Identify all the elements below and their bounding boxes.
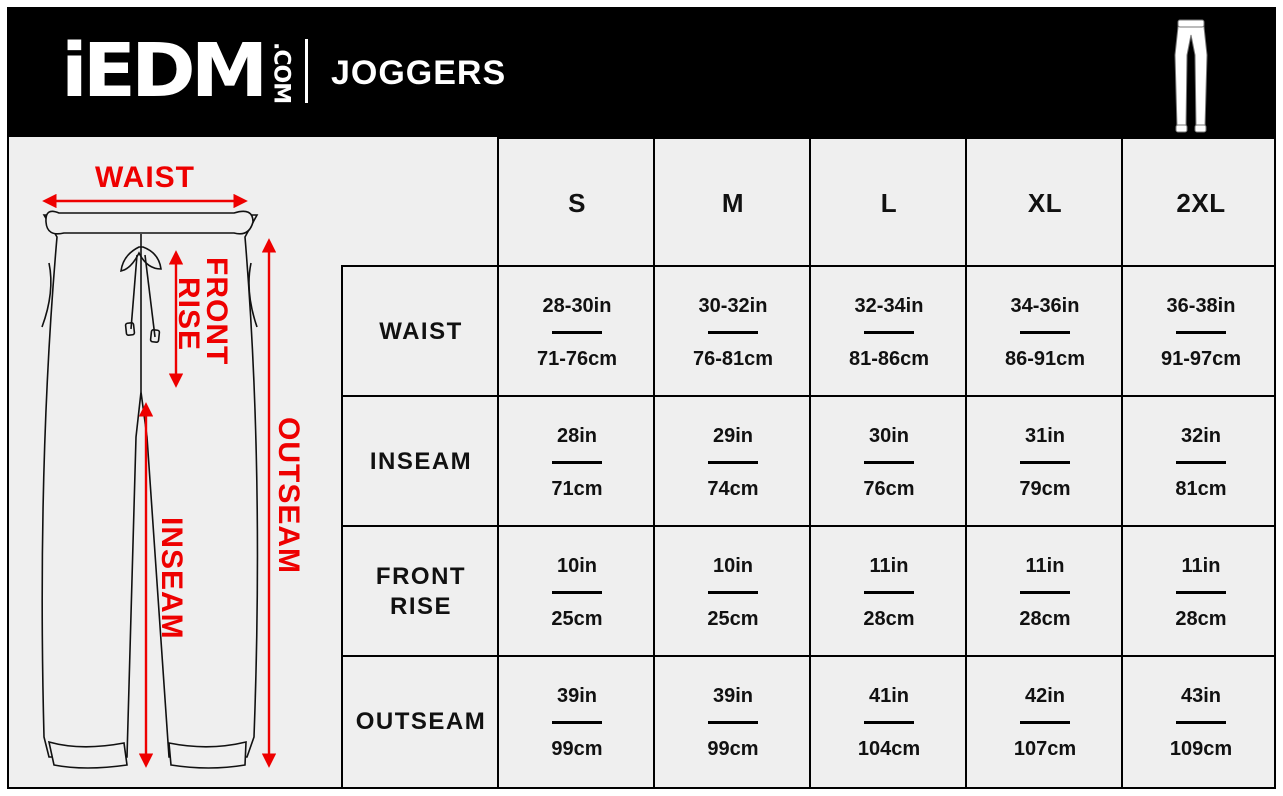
inch-value: 31in — [1024, 424, 1066, 447]
measurement-label-cell — [341, 655, 499, 787]
cm-value: 76cm — [863, 477, 915, 500]
unit-separator — [708, 721, 758, 724]
unit-separator — [1020, 461, 1070, 464]
cm-value: 79cm — [1019, 477, 1071, 500]
header-bar — [9, 9, 1274, 137]
measurement-label: WAIST — [379, 318, 463, 345]
inch-value: 39in — [712, 684, 754, 707]
cm-value: 107cm — [1013, 737, 1077, 760]
size-header-label: 2XL — [1176, 187, 1226, 218]
rise-label: RISE — [172, 277, 205, 352]
size-header-label: L — [880, 187, 898, 218]
inch-value: 28-30in — [542, 294, 612, 317]
cm-value: 104cm — [857, 737, 921, 760]
size-header-label: M — [721, 187, 745, 218]
iedm-logo — [61, 28, 294, 115]
unit-separator — [1176, 331, 1226, 334]
inseam-label: INSEAM — [155, 517, 188, 640]
unit-separator — [864, 721, 914, 724]
cm-value: 86-91cm — [1004, 347, 1086, 370]
inch-value: 28in — [556, 424, 598, 447]
measurement-cell — [497, 525, 655, 657]
unit-separator — [864, 331, 914, 334]
size-header — [497, 137, 655, 267]
unit-separator — [864, 461, 914, 464]
unit-separator — [552, 461, 602, 464]
cm-value: 28cm — [1175, 607, 1227, 630]
cm-value: 28cm — [1019, 607, 1071, 630]
joggers-outline-icon — [1169, 15, 1213, 135]
inch-value: 11in — [1181, 554, 1221, 577]
measurement-cell — [965, 395, 1123, 527]
measurement-label-cell — [341, 265, 499, 397]
measurement-label: FRONT — [375, 563, 467, 590]
cm-value: 91-97cm — [1160, 347, 1242, 370]
cm-value: 28cm — [863, 607, 915, 630]
measurement-cell — [653, 655, 811, 787]
pants-diagram — [9, 137, 339, 789]
measurement-cell — [965, 525, 1123, 657]
inch-value: 30-32in — [698, 294, 768, 317]
inch-value: 42in — [1024, 684, 1066, 707]
unit-separator — [1020, 591, 1070, 594]
cm-value: 71-76cm — [536, 347, 618, 370]
measurement-cell — [497, 395, 655, 527]
cm-value: 74cm — [707, 477, 759, 500]
unit-separator — [1176, 461, 1226, 464]
size-chart — [7, 7, 1276, 789]
measurement-label: INSEAM — [369, 448, 473, 475]
size-header — [809, 137, 967, 267]
logo-dot-com: .COM — [268, 42, 294, 104]
header-divider — [305, 39, 308, 103]
cm-value: 99cm — [551, 737, 603, 760]
unit-separator — [1020, 331, 1070, 334]
inch-value: 11in — [1025, 554, 1065, 577]
inch-value: 29in — [712, 424, 754, 447]
cm-value: 25cm — [551, 607, 603, 630]
measurement-cell — [653, 265, 811, 397]
inch-value: 36-38in — [1166, 294, 1236, 317]
cm-value: 81-86cm — [848, 347, 930, 370]
measurement-cell — [809, 525, 967, 657]
waist-label: WAIST — [95, 161, 195, 194]
measurement-cell — [497, 265, 655, 397]
cm-value: 99cm — [707, 737, 759, 760]
inch-value: 32-34in — [854, 294, 924, 317]
measurement-cell — [1121, 265, 1276, 397]
cm-value: 71cm — [551, 477, 603, 500]
cm-value: 81cm — [1175, 477, 1227, 500]
cm-value: 25cm — [707, 607, 759, 630]
unit-separator — [708, 461, 758, 464]
unit-separator — [552, 591, 602, 594]
measurement-cell — [809, 265, 967, 397]
inch-value: 34-36in — [1010, 294, 1080, 317]
unit-separator — [708, 331, 758, 334]
inch-value: 32in — [1180, 424, 1222, 447]
size-header-label: XL — [1027, 187, 1063, 218]
product-title: JOGGERS — [331, 54, 507, 92]
outseam-label: OUTSEAM — [272, 417, 305, 574]
unit-separator — [708, 591, 758, 594]
measurement-cell — [653, 395, 811, 527]
unit-separator — [552, 721, 602, 724]
size-header — [965, 137, 1123, 267]
measurement-label: OUTSEAM — [355, 708, 487, 735]
front-label: FRONT — [200, 257, 233, 366]
measurement-cell — [1121, 525, 1276, 657]
inch-value: 10in — [712, 554, 754, 577]
unit-separator — [1176, 591, 1226, 594]
measurement-cell — [653, 525, 811, 657]
logo-wordmark: iEDM — [61, 28, 264, 115]
measurement-label-cell — [341, 525, 499, 657]
size-header — [653, 137, 811, 267]
measurement-cell — [1121, 655, 1276, 787]
measurement-cell — [965, 265, 1123, 397]
measurement-cell — [809, 395, 967, 527]
unit-separator — [552, 331, 602, 334]
inch-value: 30in — [868, 424, 910, 447]
inch-value: 41in — [868, 684, 910, 707]
inch-value: 43in — [1180, 684, 1222, 707]
measurement-label: RISE — [389, 593, 452, 620]
size-header — [1121, 137, 1276, 267]
inch-value: 10in — [556, 554, 598, 577]
unit-separator — [1020, 721, 1070, 724]
measurement-cell — [965, 655, 1123, 787]
unit-separator — [864, 591, 914, 594]
measurement-cell — [809, 655, 967, 787]
unit-separator — [1176, 721, 1226, 724]
measurement-cell — [1121, 395, 1276, 527]
measurement-cell — [497, 655, 655, 787]
inch-value: 39in — [556, 684, 598, 707]
measurement-label-cell — [341, 395, 499, 527]
cm-value: 109cm — [1169, 737, 1233, 760]
inch-value: 11in — [869, 554, 909, 577]
size-header-label: S — [568, 187, 586, 218]
cm-value: 76-81cm — [692, 347, 774, 370]
